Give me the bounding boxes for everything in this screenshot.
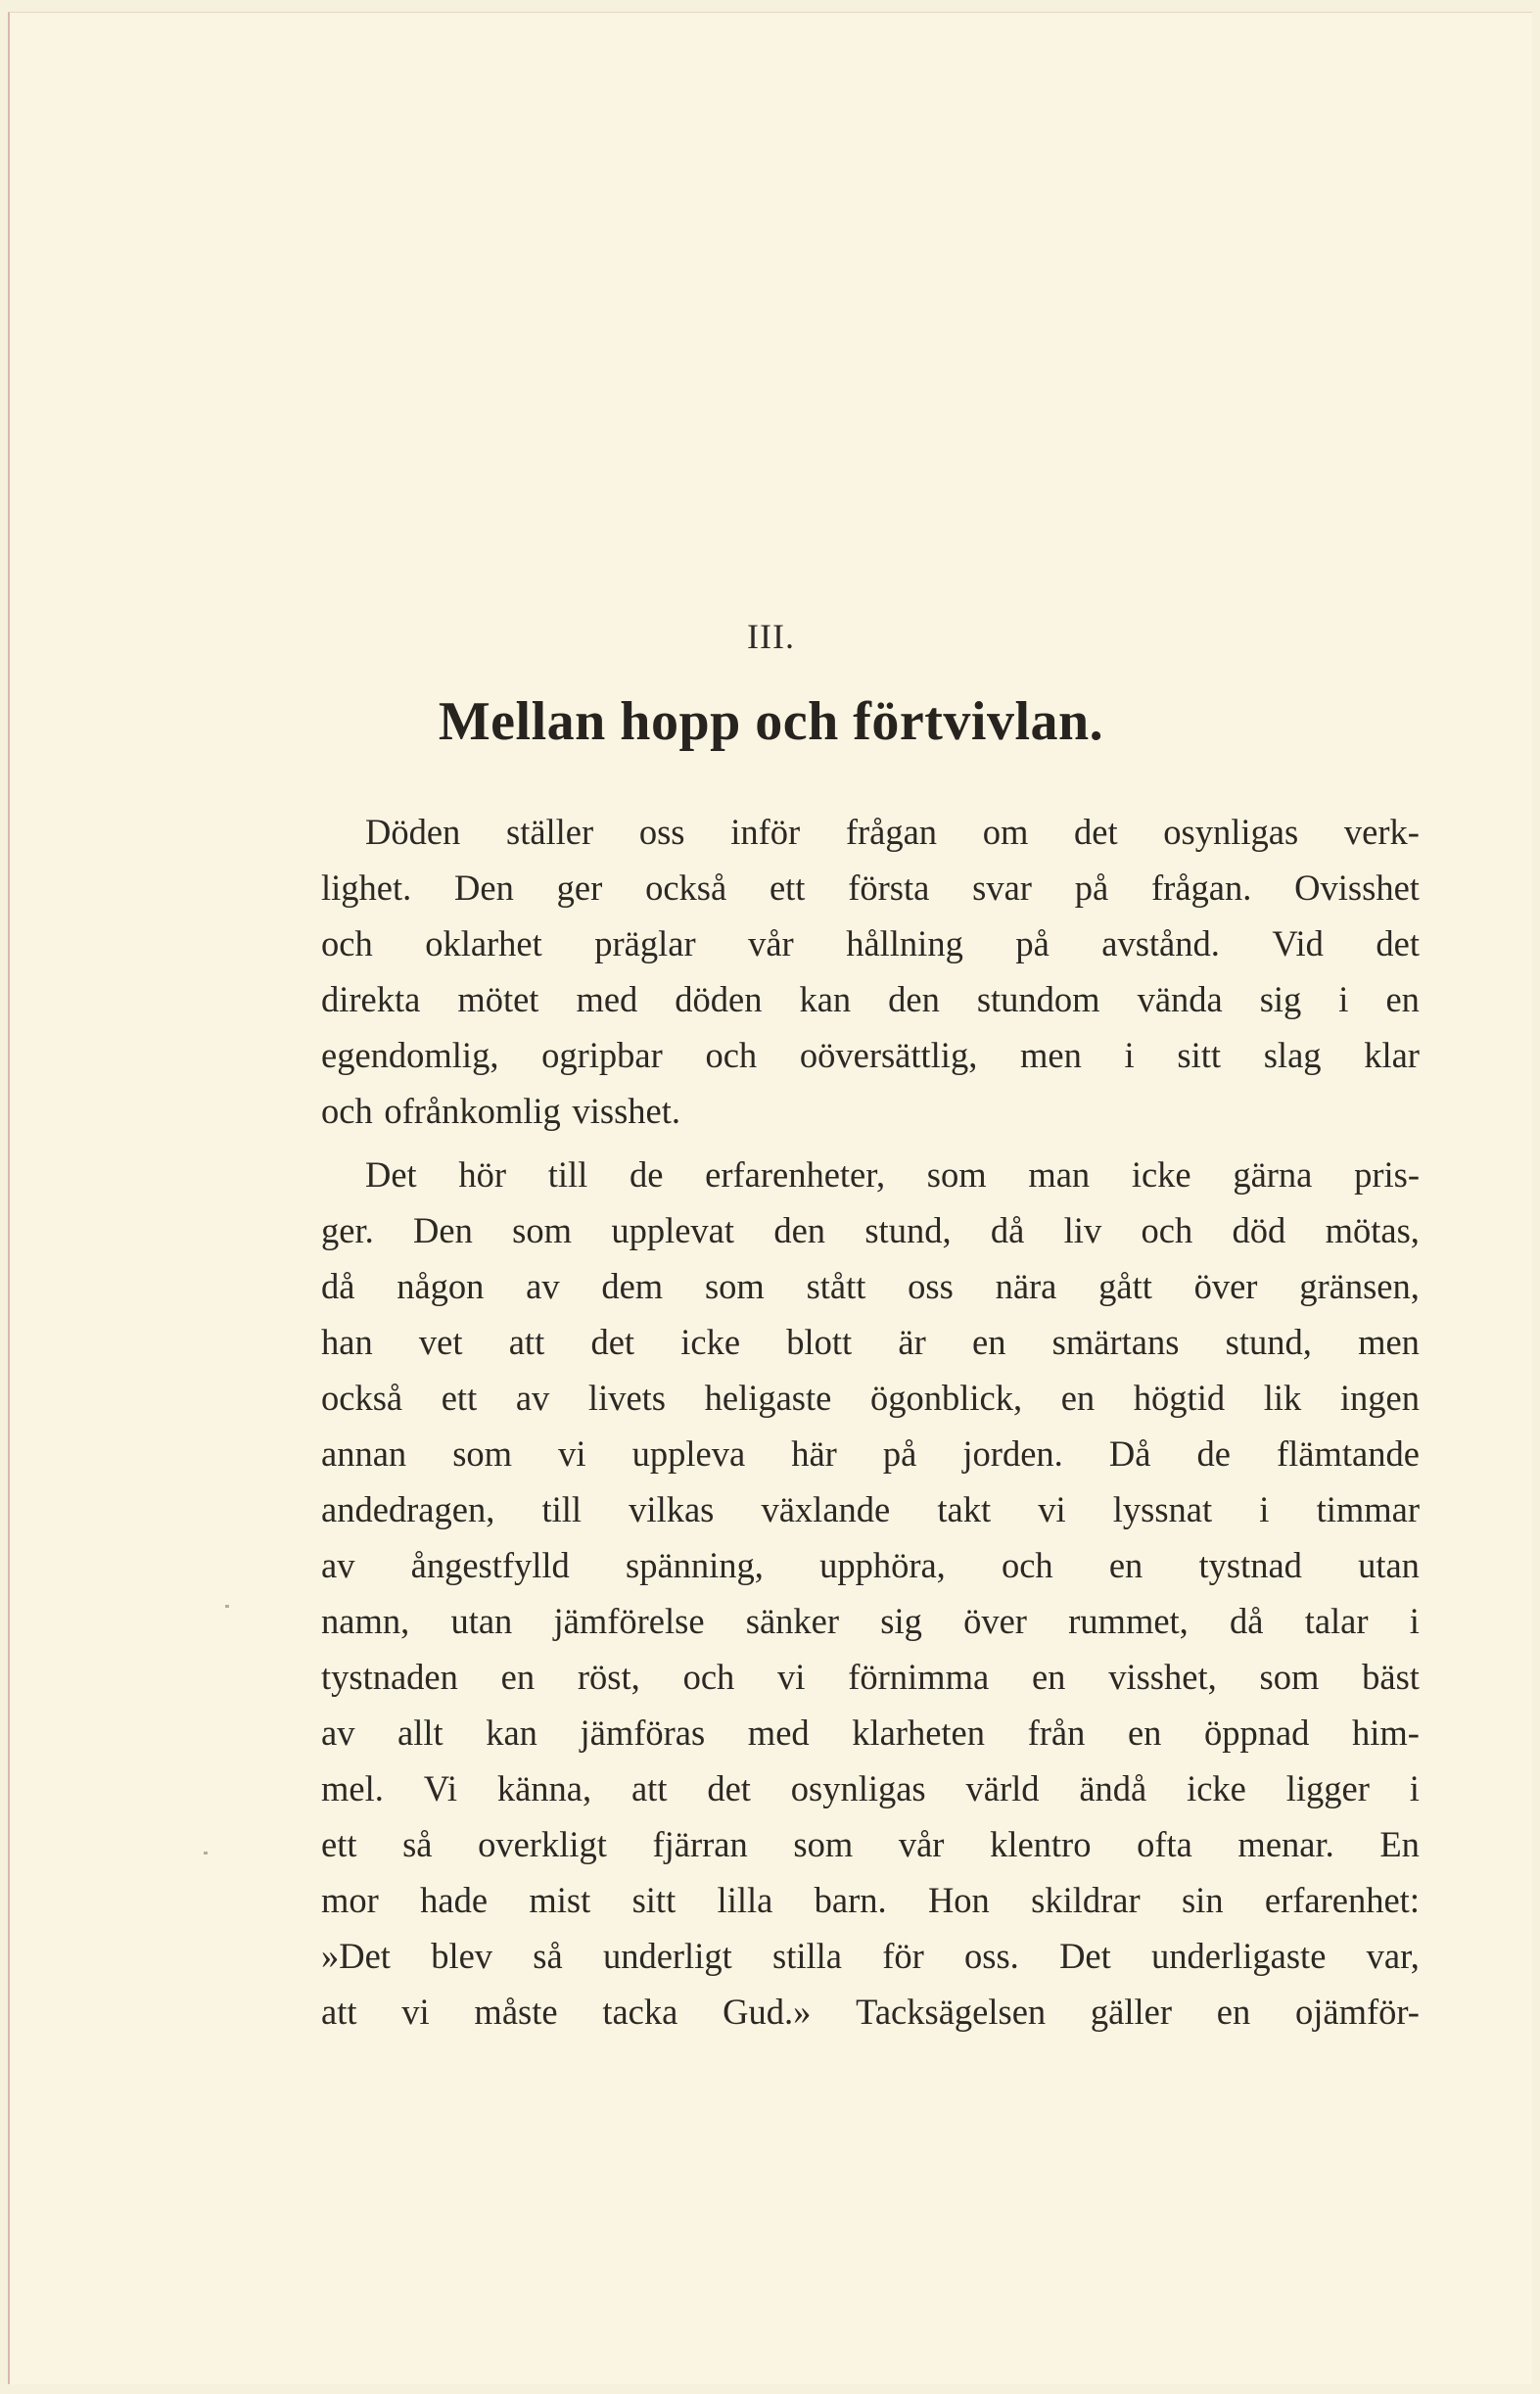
word: Den (413, 1210, 473, 1250)
word: som (1259, 1657, 1320, 1697)
word: rummet, (1068, 1601, 1189, 1641)
word: sig (1259, 979, 1302, 1019)
word: upplevat (611, 1210, 735, 1250)
word: oklarhet (425, 923, 542, 963)
word: om (982, 812, 1029, 852)
word: och (705, 1035, 758, 1075)
word: det (1376, 923, 1420, 963)
word: smärtans (1051, 1322, 1180, 1362)
word: ändå (1079, 1768, 1147, 1808)
word: de (1196, 1433, 1231, 1474)
text-line (321, 1426, 1420, 1481)
word: vi (1038, 1489, 1066, 1529)
text-line (321, 1083, 1420, 1139)
text-line (321, 1593, 1420, 1649)
word: tystnaden (321, 1657, 458, 1697)
word: till (541, 1489, 583, 1529)
word: vilkas (629, 1489, 715, 1529)
word: icke (1187, 1768, 1246, 1808)
word: Då (1108, 1433, 1151, 1474)
word: en (1108, 1545, 1143, 1585)
word: En (1379, 1824, 1420, 1864)
text-line (321, 1872, 1420, 1928)
word: är (898, 1322, 926, 1362)
word: då (321, 1266, 355, 1306)
word: av (321, 1545, 355, 1585)
word: Ovisshet (1294, 868, 1420, 908)
word: ger. (321, 1210, 374, 1250)
word: i (1409, 1768, 1420, 1808)
word: osynligas (1163, 812, 1299, 852)
word: andedragen, (321, 1489, 495, 1529)
word: här (791, 1433, 837, 1474)
word: oss (638, 812, 685, 852)
word: den (773, 1210, 826, 1250)
word: döden (675, 979, 763, 1019)
word: och (1141, 1210, 1193, 1250)
word: klentro (990, 1824, 1092, 1864)
word: värld (965, 1768, 1040, 1808)
word: så (533, 1936, 563, 1976)
word: vi (777, 1657, 806, 1697)
word: klarheten (852, 1713, 986, 1753)
word: stått (806, 1266, 866, 1306)
word: heligaste (704, 1378, 832, 1418)
word: av (321, 1713, 355, 1753)
word: från (1027, 1713, 1086, 1753)
word: erfarenheter, (705, 1154, 886, 1195)
word: som (926, 1154, 987, 1195)
word: mel. (321, 1768, 384, 1808)
word: barn. (814, 1880, 887, 1920)
text-line (321, 1705, 1420, 1760)
word: Hon (927, 1880, 990, 1920)
word: det (590, 1322, 635, 1362)
word: icke (680, 1322, 741, 1362)
chapter-number: III. (747, 617, 795, 656)
paragraph (321, 1147, 1420, 2040)
word: liv (1063, 1210, 1102, 1250)
word: overkligt (478, 1824, 607, 1864)
word: som (793, 1824, 854, 1864)
word: dem (601, 1266, 664, 1306)
word: då (990, 1210, 1025, 1250)
word: blott (786, 1322, 853, 1362)
word: känna, (496, 1768, 592, 1808)
word: vända (1137, 979, 1223, 1019)
word: det (707, 1768, 751, 1808)
word: det (1074, 812, 1118, 852)
word: avstånd. (1101, 923, 1220, 963)
text-line (321, 1258, 1420, 1314)
text-line (321, 1649, 1420, 1705)
word: ångestfylld (410, 1545, 570, 1585)
word: en (1216, 1992, 1251, 2032)
margin-speck (204, 1852, 208, 1854)
word: i (1338, 979, 1349, 1019)
word: icke (1131, 1154, 1191, 1195)
word: sänker (745, 1601, 840, 1641)
word: takt (937, 1489, 992, 1529)
word: gäller (1090, 1992, 1173, 2032)
word: en (1060, 1378, 1096, 1418)
word: visshet. (572, 1091, 681, 1131)
word: lighet. (321, 868, 412, 908)
word: måste (474, 1992, 558, 2032)
word: Det (1059, 1936, 1111, 1976)
word: oss. (964, 1936, 1019, 1976)
word: spänning, (625, 1545, 764, 1585)
word: med (576, 979, 638, 1019)
word: sitt (631, 1880, 677, 1920)
word: oöversättlig, (799, 1035, 978, 1075)
word: uppleva (631, 1433, 746, 1474)
word: stund, (1225, 1322, 1312, 1362)
word: klar (1364, 1035, 1420, 1075)
word: de (630, 1154, 664, 1195)
word: och (682, 1657, 735, 1697)
word: att (630, 1768, 668, 1808)
word: hade (420, 1880, 489, 1920)
word: vet (418, 1322, 463, 1362)
text-line (321, 1370, 1420, 1426)
word: ingen (1339, 1378, 1420, 1418)
word: också (645, 868, 727, 908)
text-line (321, 1147, 1420, 1202)
word: slag (1263, 1035, 1322, 1075)
word: jämförelse (553, 1601, 705, 1641)
word: annan (321, 1433, 407, 1474)
word: Gud.» (723, 1992, 812, 2032)
text-line (321, 971, 1420, 1027)
word: verk- (1343, 812, 1420, 852)
word: utan (450, 1601, 513, 1641)
word: tystnad (1198, 1545, 1302, 1585)
word: förnimma (848, 1657, 990, 1697)
word: kan (486, 1713, 537, 1753)
word: sig (880, 1601, 922, 1641)
word: för (882, 1936, 924, 1976)
text-line (321, 1928, 1420, 1984)
word: så (402, 1824, 433, 1864)
word: stundom (976, 979, 1100, 1019)
word: vi (558, 1433, 586, 1474)
word: död (1232, 1210, 1286, 1250)
word: ett (441, 1378, 478, 1418)
word: Den (454, 868, 514, 908)
word: svar (972, 868, 1032, 908)
word: ofrånkomlig (384, 1091, 561, 1131)
word: upphöra, (819, 1545, 946, 1585)
word: också (321, 1378, 403, 1418)
word: livets (587, 1378, 666, 1418)
word: lik (1263, 1378, 1302, 1418)
text-line (321, 1760, 1420, 1816)
text-line (321, 1202, 1420, 1258)
word: stund, (864, 1210, 952, 1250)
word: Det (365, 1154, 417, 1195)
word: men (1020, 1035, 1082, 1075)
word: frågan (845, 812, 938, 852)
word: en (500, 1657, 536, 1697)
margin-speck (225, 1605, 229, 1608)
word: inför (730, 812, 801, 852)
text-line (321, 915, 1420, 971)
word: timmar (1316, 1489, 1420, 1529)
word: ögonblick, (869, 1378, 1023, 1418)
word: man (1028, 1154, 1091, 1195)
word: visshet, (1108, 1657, 1217, 1697)
word: utan (1358, 1545, 1420, 1585)
word: i (1259, 1489, 1270, 1529)
word: till (547, 1154, 588, 1195)
word: underligt (602, 1936, 732, 1976)
word: röst, (577, 1657, 640, 1697)
word: him- (1352, 1713, 1420, 1753)
word: ogripbar (541, 1035, 663, 1075)
word: nära (995, 1266, 1057, 1306)
word: präglar (594, 923, 696, 963)
word: Döden (365, 812, 461, 852)
word: flämtande (1276, 1433, 1420, 1474)
word: osynligas (790, 1768, 926, 1808)
word: gränsen, (1299, 1266, 1420, 1306)
word: Vi (423, 1768, 458, 1808)
word: en (1385, 979, 1420, 1019)
word: första (848, 868, 930, 908)
word: erfarenhet: (1264, 1880, 1420, 1920)
word: talar (1304, 1601, 1369, 1641)
word: blev (431, 1936, 493, 1976)
word: i (1409, 1601, 1420, 1641)
word: en (1031, 1657, 1066, 1697)
word: oss (908, 1266, 954, 1306)
word: stilla (771, 1936, 842, 1976)
word: jämföras (580, 1713, 706, 1753)
word: menar. (1237, 1824, 1334, 1864)
word: mötet (457, 979, 539, 1019)
word: gått (1098, 1266, 1152, 1306)
word: ojämför- (1295, 1992, 1420, 2032)
text-line (321, 1027, 1420, 1083)
word: över (1193, 1266, 1258, 1306)
word: Tacksägelsen (856, 1992, 1047, 2032)
word: vi (401, 1992, 430, 2032)
word: vår (748, 923, 794, 963)
word: direkta (321, 979, 421, 1019)
word: över (963, 1601, 1027, 1641)
word: den (888, 979, 940, 1019)
word: som (512, 1210, 573, 1250)
word: någon (397, 1266, 485, 1306)
word: bäst (1362, 1657, 1420, 1697)
paragraph (321, 804, 1420, 1139)
word: ställer (505, 812, 594, 852)
word: och (321, 923, 373, 963)
word: på (1015, 923, 1050, 963)
text-line (321, 1816, 1420, 1872)
word: av (515, 1378, 550, 1418)
word: som (452, 1433, 513, 1474)
word: på (882, 1433, 917, 1474)
word: ofta (1137, 1824, 1192, 1864)
word: »Det (321, 1936, 391, 1976)
word: kan (799, 979, 852, 1019)
paragraph-gap (321, 1139, 1420, 1147)
word: ger (556, 868, 603, 908)
word: lilla (717, 1880, 773, 1920)
word: en (972, 1322, 1006, 1362)
text-line (321, 1537, 1420, 1593)
text-line (321, 1481, 1420, 1537)
word: mötas, (1325, 1210, 1420, 1250)
word: skildrar (1031, 1880, 1141, 1920)
word: Vid (1272, 923, 1324, 963)
word: han (321, 1322, 373, 1362)
word: men (1358, 1322, 1420, 1362)
word: jorden. (962, 1433, 1063, 1474)
word: ett (321, 1824, 357, 1864)
word: ligger (1285, 1768, 1370, 1808)
word: gärna (1233, 1154, 1313, 1195)
word: frågan. (1151, 868, 1252, 908)
text-line (321, 860, 1420, 915)
word: sitt (1177, 1035, 1222, 1075)
word: namn, (321, 1601, 410, 1641)
word: tacka (602, 1992, 678, 2032)
word: fjärran (652, 1824, 748, 1864)
body-text (321, 804, 1420, 2040)
text-line (321, 1314, 1420, 1370)
word: vår (898, 1824, 945, 1864)
word: att (508, 1322, 545, 1362)
word: hör (458, 1154, 507, 1195)
word: och (1001, 1545, 1053, 1585)
text-line (321, 804, 1420, 860)
word: av (526, 1266, 560, 1306)
word: mor (321, 1880, 379, 1920)
text-line (321, 1984, 1420, 2040)
word: växlande (761, 1489, 891, 1529)
word: allt (397, 1713, 443, 1753)
book-page (8, 12, 1532, 2384)
word: lyssnat (1112, 1489, 1213, 1529)
word: underligaste (1151, 1936, 1327, 1976)
word: i (1124, 1035, 1135, 1075)
word: då (1230, 1601, 1264, 1641)
word: på (1074, 868, 1109, 908)
word: och (321, 1091, 373, 1131)
word: var, (1366, 1936, 1420, 1976)
word: högtid (1133, 1378, 1226, 1418)
word: öppnad (1203, 1713, 1310, 1753)
chapter-title: Mellan hopp och förtvivlan. (438, 691, 1104, 752)
word: pris- (1354, 1154, 1420, 1195)
word: mist (529, 1880, 591, 1920)
word: egendomlig, (321, 1035, 499, 1075)
word: ett (769, 868, 806, 908)
word: hållning (846, 923, 963, 963)
word: som (704, 1266, 765, 1306)
word: sin (1181, 1880, 1224, 1920)
word: en (1127, 1713, 1162, 1753)
word: med (747, 1713, 810, 1753)
word: att (321, 1992, 357, 2032)
